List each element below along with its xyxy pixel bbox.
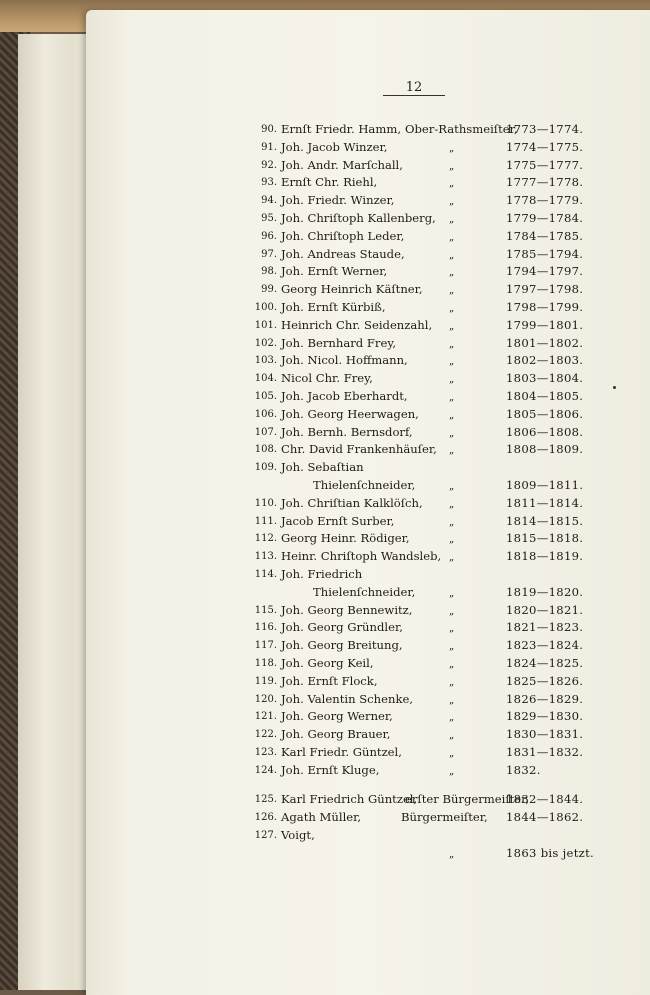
ditto-mark: „ <box>449 231 455 243</box>
list-item <box>253 353 593 371</box>
entry-number: 100. <box>254 301 277 313</box>
ditto-mark: „ <box>449 267 455 279</box>
list-item <box>253 763 593 781</box>
entry-years: 1831—1832. <box>506 744 584 759</box>
ditto-mark: „ <box>449 765 455 777</box>
entry-number: 104. <box>254 373 277 385</box>
entry-years: 1804—1805. <box>506 388 584 403</box>
entry-number: 127. <box>254 830 277 842</box>
entry-number: 101. <box>254 319 277 331</box>
list-item <box>253 792 593 810</box>
page-number: 12 <box>383 80 445 96</box>
entry-years: 1832. <box>506 762 541 777</box>
entry-years: 1815—1818. <box>506 531 584 546</box>
ditto-mark: „ <box>449 552 455 564</box>
ink-speck <box>613 386 616 389</box>
entry-number: 116. <box>254 622 277 634</box>
list-item <box>253 496 593 514</box>
list-item <box>253 674 593 692</box>
list-item <box>253 745 593 763</box>
ditto-mark: „ <box>449 338 455 350</box>
entry-number: 108. <box>254 444 277 456</box>
entry-title: Ober-Rathsmeiſter, <box>405 122 518 136</box>
entry-years: 1832—1844. <box>506 792 584 807</box>
entry-name: Joh. Jacob Winzer, <box>281 139 388 154</box>
ditto-mark: „ <box>449 498 455 510</box>
entry-name: Jacob Ernſt Surber, <box>281 513 395 528</box>
entry-years: 1844—1862. <box>506 810 584 825</box>
ditto-mark: „ <box>449 285 455 297</box>
entry-name: Joh. Friedrich <box>281 566 363 581</box>
list-item <box>253 846 593 864</box>
entry-years: 1801—1802. <box>506 335 584 350</box>
entry-name: Joh. Georg Brauer, <box>281 727 391 742</box>
entry-number: 107. <box>254 426 277 438</box>
entry-name: Joh. Bernhard Frey, <box>281 335 397 350</box>
list-item <box>253 407 593 425</box>
list-item <box>253 727 593 745</box>
ditto-mark: „ <box>449 391 455 403</box>
entry-number: 94. <box>261 195 277 207</box>
entry-number: 115. <box>254 604 277 616</box>
entry-name: Ernſt Chr. Riehl, <box>281 175 378 190</box>
list-item <box>253 175 593 193</box>
ditto-mark: „ <box>449 374 455 386</box>
entry-years: 1779—1784. <box>506 210 584 225</box>
entry-number: 125. <box>254 794 277 806</box>
entry-name: Joh. Valentin Schenke, <box>281 691 414 706</box>
ditto-mark: „ <box>449 534 455 546</box>
ditto-mark: „ <box>449 641 455 653</box>
entry-number: 99. <box>261 284 277 296</box>
entry-name: Joh. Andr. Marſchall, <box>281 157 403 172</box>
ditto-mark: „ <box>449 196 455 208</box>
list-item <box>253 531 593 549</box>
list-item <box>253 620 593 638</box>
mayor-list <box>253 122 593 864</box>
entry-name: Joh. Ernſt Kluge, <box>281 762 380 777</box>
entry-name: Georg Heinr. Rödiger, <box>281 531 410 546</box>
entry-number: 120. <box>254 693 277 705</box>
list-item <box>253 567 593 585</box>
list-item <box>253 425 593 443</box>
entry-name: Joh. Georg Keil, <box>281 655 374 670</box>
entry-number: 112. <box>254 533 277 545</box>
entry-title: Bürgermeiſter, <box>401 810 488 825</box>
entry-years: 1773—1774. <box>506 122 584 136</box>
entry-name: Karl Friedr. Güntzel, <box>281 744 402 759</box>
list-item <box>253 692 593 710</box>
ditto-mark: „ <box>449 142 455 154</box>
entry-number: 110. <box>254 497 277 509</box>
entry-number: 93. <box>261 177 277 189</box>
entry-number: 103. <box>254 355 277 367</box>
list-item <box>253 549 593 567</box>
list-item <box>253 140 593 158</box>
entry-name: Thielenſchneider, <box>313 477 416 492</box>
entry-years: 1826—1829. <box>506 691 584 706</box>
ditto-mark: „ <box>449 320 455 332</box>
entry-number: 98. <box>261 266 277 278</box>
entry-years: 1794—1797. <box>506 264 584 279</box>
list-item <box>253 122 593 140</box>
entry-name: Joh. Bernh. Bernsdorf, <box>281 424 413 439</box>
entry-name: Joh. Chriſtoph Leder, <box>281 228 405 243</box>
entry-number: 105. <box>254 390 277 402</box>
list-item <box>253 282 593 300</box>
entry-name: Voigt, <box>281 828 315 843</box>
entry-number: 111. <box>254 515 277 527</box>
entry-years: 1802—1803. <box>506 353 584 368</box>
entry-name: Joh. Chriſtian Kalklöſch, <box>281 495 423 510</box>
ditto-mark: „ <box>449 427 455 439</box>
entry-name: Joh. Ernſt Werner, <box>281 264 388 279</box>
entry-number: 96. <box>261 230 277 242</box>
entry-name: Joh. Georg Breitung, <box>281 638 403 653</box>
entry-name: Joh. Jacob Eberhardt, <box>281 388 408 403</box>
ditto-mark: „ <box>449 605 455 617</box>
ditto-mark: „ <box>449 445 455 457</box>
entry-number: 113. <box>254 551 277 563</box>
entry-years: 1799—1801. <box>506 317 584 332</box>
ditto-mark: „ <box>449 587 455 599</box>
list-item <box>253 300 593 318</box>
entry-years: 1830—1831. <box>506 727 584 742</box>
list-item <box>253 478 593 496</box>
entry-number: 106. <box>254 408 277 420</box>
entry-years: 1825—1826. <box>506 673 584 688</box>
entry-name: Heinrich Chr. Seidenzahl, <box>281 317 433 332</box>
ditto-mark: „ <box>449 302 455 314</box>
list-item <box>253 585 593 603</box>
entry-years: 1820—1821. <box>506 602 584 617</box>
entry-years: 1803—1804. <box>506 371 584 386</box>
entry-name: Agath Müller, <box>281 810 362 825</box>
list-gap <box>253 780 593 792</box>
ditto-mark: „ <box>449 848 455 860</box>
entry-years: 1784—1785. <box>506 228 584 243</box>
entry-number: 121. <box>254 711 277 723</box>
entry-number: 122. <box>254 729 277 741</box>
entry-number: 119. <box>254 675 277 687</box>
list-item <box>253 810 593 828</box>
list-item <box>253 336 593 354</box>
entry-name: Joh. Chriſtoph Kallenberg, <box>281 210 436 225</box>
entry-name: Joh. Georg Heerwagen, <box>281 406 419 421</box>
entry-number: 109. <box>254 462 277 474</box>
ditto-mark: „ <box>449 694 455 706</box>
entry-years: 1821—1823. <box>506 620 584 635</box>
entry-number: 97. <box>261 248 277 260</box>
entry-years: 1818—1819. <box>506 549 584 564</box>
entry-number: 92. <box>261 159 277 171</box>
entry-years: 1808—1809. <box>506 442 584 457</box>
entry-name: Karl Friedrich Güntzel, <box>281 792 418 807</box>
entry-years: 1811—1814. <box>506 495 584 510</box>
entry-number: 90. <box>261 124 277 135</box>
list-item <box>253 603 593 621</box>
entry-years: 1774—1775. <box>506 139 584 154</box>
entry-name: Joh. Georg Bennewitz, <box>281 602 413 617</box>
entry-years: 1777—1778. <box>506 175 584 190</box>
list-item <box>253 638 593 656</box>
entry-name: Joh. Ernſt Flock, <box>281 673 378 688</box>
entry-number: 102. <box>254 337 277 349</box>
entry-name: Chr. David Frankenhäuſer, <box>281 442 437 457</box>
ditto-mark: „ <box>449 178 455 190</box>
entry-name: Joh. Georg Werner, <box>281 709 393 724</box>
entry-years: 1798—1799. <box>506 299 584 314</box>
entry-years: 1778—1779. <box>506 193 584 208</box>
entry-name: Joh. Georg Gründler, <box>281 620 403 635</box>
entry-years: 1775—1777. <box>506 157 584 172</box>
ditto-mark: „ <box>449 658 455 670</box>
entry-years: 1797—1798. <box>506 282 584 297</box>
entry-name: Ernſt Friedr. Hamm, <box>281 122 402 136</box>
list-item <box>253 247 593 265</box>
list-item <box>253 193 593 211</box>
entry-name: Thielenſchneider, <box>313 584 416 599</box>
entry-years: 1805—1806. <box>506 406 584 421</box>
entry-number: 123. <box>254 746 277 758</box>
list-item <box>253 460 593 478</box>
list-item <box>253 318 593 336</box>
ditto-mark: „ <box>449 712 455 724</box>
list-item <box>253 371 593 389</box>
entry-name: Joh. Ernſt Kürbiß, <box>281 299 386 314</box>
ditto-mark: „ <box>449 213 455 225</box>
entry-years: 1824—1825. <box>506 655 584 670</box>
entry-years: 1819—1820. <box>506 584 584 599</box>
ditto-mark: „ <box>449 747 455 759</box>
list-item <box>253 442 593 460</box>
ditto-mark: „ <box>449 730 455 742</box>
list-item <box>253 158 593 176</box>
entry-number: 117. <box>254 640 277 652</box>
entry-years: 1823—1824. <box>506 638 584 653</box>
ditto-mark: „ <box>449 623 455 635</box>
list-item <box>253 229 593 247</box>
entry-number: 124. <box>254 764 277 776</box>
list-item <box>253 264 593 282</box>
entry-years: 1814—1815. <box>506 513 584 528</box>
entry-name: Joh. Nicol. Hoffmann, <box>281 353 408 368</box>
ditto-mark: „ <box>449 249 455 261</box>
entry-number: 91. <box>261 141 277 153</box>
entry-name: Nicol Chr. Frey, <box>281 371 373 386</box>
entry-name: Georg Heinrich Käſtner, <box>281 282 423 297</box>
entry-name: Joh. Friedr. Winzer, <box>281 193 395 208</box>
ditto-mark: „ <box>449 480 455 492</box>
entry-number: 95. <box>261 212 277 224</box>
list-item <box>253 656 593 674</box>
list-item <box>253 709 593 727</box>
entry-name: Joh. Sebaſtian <box>281 460 364 475</box>
entry-years: 1829—1830. <box>506 709 584 724</box>
entry-years: 1863 bis jetzt. <box>506 845 595 860</box>
ditto-mark: „ <box>449 356 455 368</box>
entry-name: Heinr. Chriſtoph Wandsleb, <box>281 549 442 564</box>
entry-number: 114. <box>254 568 277 580</box>
entry-years: 1809—1811. <box>506 477 584 492</box>
list-item <box>253 389 593 407</box>
entry-number: 118. <box>254 657 277 669</box>
list-item <box>253 514 593 532</box>
entry-title: erſter Bürgermeiſter, <box>405 792 530 807</box>
list-item <box>253 211 593 229</box>
entry-name: Joh. Andreas Staude, <box>281 246 405 261</box>
ditto-mark: „ <box>449 160 455 172</box>
ditto-mark: „ <box>449 409 455 421</box>
entry-years: 1785—1794. <box>506 246 584 261</box>
list-item <box>253 828 593 846</box>
entry-number: 126. <box>254 812 277 824</box>
entry-years: 1806—1808. <box>506 424 584 439</box>
ditto-mark: „ <box>449 676 455 688</box>
ditto-mark: „ <box>449 516 455 528</box>
